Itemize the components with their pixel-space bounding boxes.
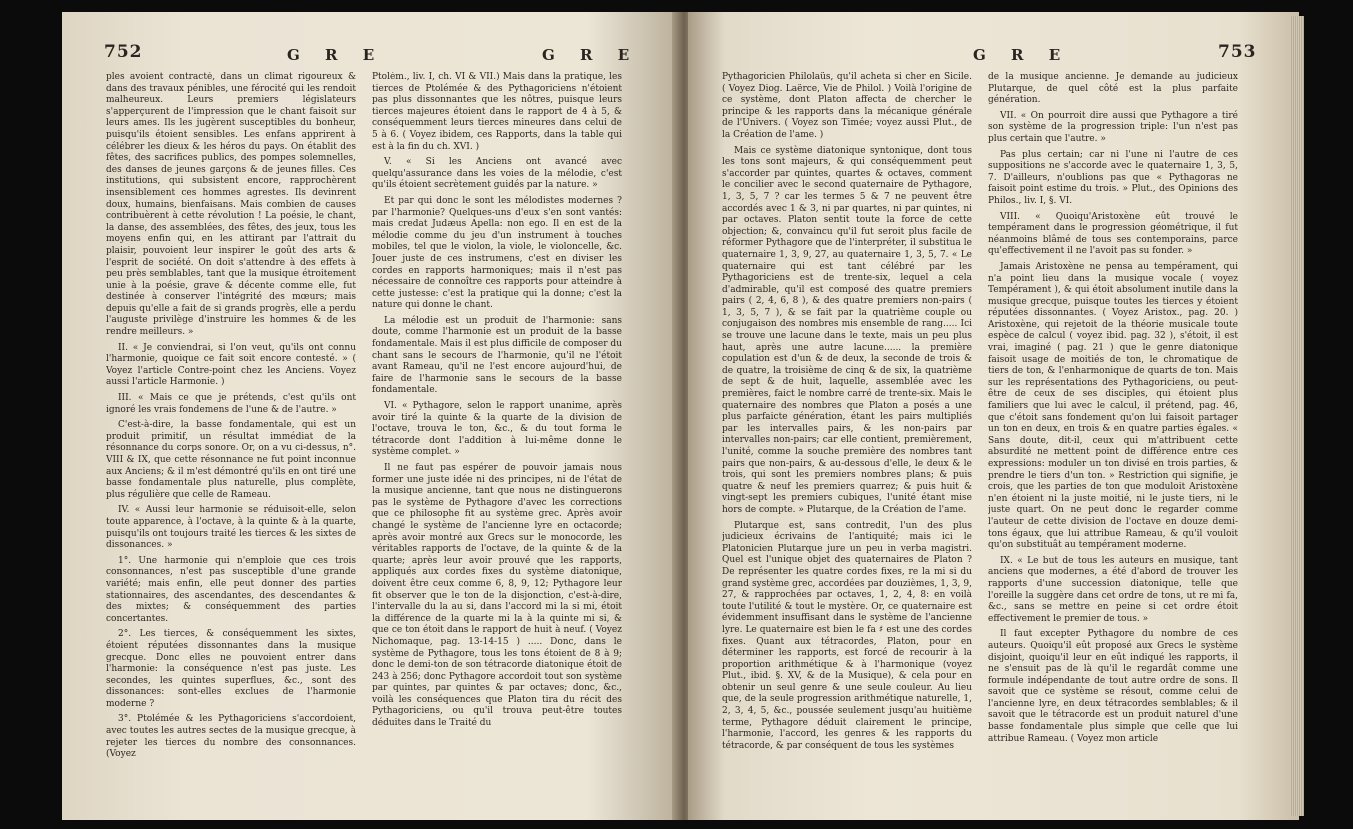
paragraph: III. « Mais ce que je prétends, c'est qu'ils ont ignoré les vrais fondemens de l'une & de l'autre. » <box>106 393 356 415</box>
left-page <box>62 12 680 820</box>
left-column-1 <box>106 72 356 806</box>
paragraph: Il faut excepter Pythagore du nombre de ces auteurs. Quoiqu'il eût proposé aux Grecs le système disjoint, quoiqu'il leur en eût indiqué les rapports, il ne s'ensuit pas de là qu'il le regardât comme une formule indépendante de tout autre ordre de sons. Il savoit que ce système se résout, comme celui de l'ancienne lyre, en deux tétracordes semblables; & il savoit que le tétracorde est un produit naturel d'une basse fondamentale plus simple que celle que lui attribue Rameau. ( Voyez mon article <box>988 629 1238 744</box>
left-running-head-2: G R E <box>542 46 640 64</box>
paragraph: Pas plus certain; car ni l'une ni l'autre de ces suppositions ne s'accorde avec le quaternaire 1, 3, 5, 7. D'ailleurs, n'oublions pas que « Pythagoras ne faisoit point estime du trois. » Plut., des Opinions des Philos., liv. I, §. VI. <box>988 149 1238 206</box>
paragraph: VIII. « Quoiqu'Aristoxène eût trouvé le tempérament dans le progression géométrique, il fut néanmoins blâmé de tous ses contemporains, parce qu'effectivement il ne l'avoit pas su fonder. » <box>988 211 1238 257</box>
paragraph: II. « Je conviendrai, si l'on veut, qu'ils ont connu l'harmonie, quoique ce fait soit encore contesté. » ( Voyez l'article Contre-point chez les Anciens. Voyez aussi l'article Harmonie. ) <box>106 342 356 388</box>
page-fore-edge <box>1290 16 1304 816</box>
paragraph: 3°. Ptolémée & les Pythagoriciens s'accordoient, avec toutes les autres sectes de la musique grecque, à rejeter les tierces du nombre des consonnances. (Voyez <box>106 714 356 760</box>
paragraph: C'est-à-dire, la basse fondamentale, qui est un produit primitif, un résultat immédiat de la résonnance du corps sonore. Or, on a vu ci-dessus, n°. VIII & IX, que cette résonnance ne fut point inconnue aux Anciens; & il m'est démontré qu'ils en ont tiré une basse fondamentale plus naturelle, plus complète, plus régulière que celle de Rameau. <box>106 420 356 500</box>
paragraph: La mélodie est un produit de l'harmonie: sans doute, comme l'harmonie est un produit de la basse fondamentale. Mais il est plus difficile de composer du chant sans le secours de l'harmonie, qu'il ne l'étoit avant Rameau, qu'il ne l'est encore aujourd'hui, de faire de l'harmonie sans le secours de la basse fondamentale. <box>372 315 622 396</box>
paragraph: IV. « Aussi leur harmonie se réduisoit-elle, selon toute apparence, à l'octave, à la quinte & à la quarte, puisqu'ils ont toujours traité les tierces & les sixtes de dissonances. » <box>106 505 356 551</box>
paragraph: VII. « On pourroit dire aussi que Pythagore a tiré son système de la progression triple: l'un n'est pas plus certain que l'autre. » <box>988 110 1238 144</box>
paragraph: 1°. Une harmonie qui n'emploie que ces trois consonnances, n'est pas susceptible d'une grande variété; mais enfin, elle peut donner des parties stationnaires, des ascendantes, des descendantes & des mixtes; & conséquemment des parties concertantes. <box>106 555 356 624</box>
right-running-head: G R E <box>973 46 1071 64</box>
paragraph: Et par qui donc le sont les mélodistes modernes ? par l'harmonie? Quelques-uns d'eux s'en sont vantés: mais credat Judæus Apella: non ego. Il en est de la mélodie comme du jeu d'un instrument à touches mobiles, tel que le violon, la viole, le violoncelle, &c. Jouer juste de ces instrumens, c'est en diviser les cordes en rapports harmoniques; mais il n'est pas nécessaire de connoître ces rapports pour atteindre à cette justesse: c'est la pratique qui la donne; c'est la nature qui donne le chant. <box>372 195 622 311</box>
paragraph: Jamais Aristoxène ne pensa au tempérament, qui n'a point lieu dans la musique vocale ( voyez Tempérament ), & qui étoit absolument inutile dans la musique grecque, puisque toutes les tierces y étoient réputées dissonnantes. ( Voyez Aristox., pag. 20. ) Aristoxène, qui rejetoit de la théorie musicale toute espèce de calcul ( voyez ibid. pag. 32 ), s'étoit, il est vrai, imaginé ( pag. 21 ) que le genre diatonique faisoit usage de moitiés de ton, le chromatique de tiers de ton, & l'enharmonique de quarts de ton. Mais sur les représentations des Pythagoriciens, ou peut-être de ceux de ses disciples, qui étoient plus familiers que lui avec le calcul, il prétend, pag. 46, que c'étoit sans fondement qu'on lui faisoit partager un ton en deux, en trois & en quatre parties égales. « Sans doute, dit-il, ceux qui m'attribuent cette absurdité ne mettent point de différence entre ces expressions: moduler un ton divisé en trois parties, & prendre le tiers d'un ton. » Restriction qui signifie, je crois, que les parties de ton que moduloit Aristoxène n'en étoient ni la juste moitié, ni le juste tiers, ni le juste quart. On ne peut donc le regarder comme l'auteur de cette division de l'octave en douze demi-tons égaux, que lui attribue Rameau, & qu'il vouloit qu'on substituât au tempérament moderne. <box>988 261 1238 551</box>
right-page <box>688 12 1299 820</box>
left-page-number: 752 <box>104 42 143 62</box>
book-spread <box>62 12 1299 820</box>
paragraph: Mais ce système diatonique syntonique, dont tous les tons sont majeurs, & qui conséquemment peut s'accorder par quintes, quartes & octaves, comment le concilier avec le second quaternaire de Pythagore, 1, 3, 5, 7 ? car les termes 5 & 7 ne peuvent être accordés avec 1 & 3, ni par quartes, ni par quintes, ni par octaves. Platon sentit toute la force de cette objection; &, convaincu qu'il fut seroit plus facile de réformer Pythagore que de l'interpréter, il substitua le quaternaire 1, 3, 9, 27, au quaternaire 1, 3, 5, 7. « Le quaternaire qui est tant célébré par les Pythagoriciens est de trente-six, lequel a cela d'admirable, qu'il est composé des quatre premiers pairs ( 2, 4, 6, 8 ), & des quatre premiers non-pairs ( 1, 3, 5, 7 ), & se fait par la quatrième couple ou conjugaison des nombres mis ensemble de rang..... Ici se trouve une lacune dans le texte, mais un peu plus haut, après une autre lacune...... la première copulation est d'un & de deux, la seconde de trois & de quatre, la troisième de cinq & de six, la quatrième de sept & de huit, laquelle, assemblée avec les premières, faict le nombre carré de trente-six. Mais le quaternaire des nombres que Platon a posés a une plus parfaicte génération, étant les pairs multipliés par les intervalles pairs, & les non-pairs par intervalles non-pairs; car elle contient, premièrement, l'unité, comme la souche première des nombres tant pairs que non-pairs, & au-dessous d'elle, le deux & le trois, qui sont les premiers nombres plans; & puis quatre & neuf les premiers quarrez; & puis huit & vingt-sept les premiers cubiques, l'unité étant mise hors de compte. » Plutarque, de la Création de l'ame. <box>722 145 972 515</box>
paragraph: Pythagoricien Philolaüs, qu'il acheta si cher en Sicile. ( Voyez Diog. Laërce, Vie de Philol. ) Voilà l'origine de ce système, dont Platon affecta de chercher le principe & les rapports dans la mécanique générale de l'Univers. ( Voyez son Timée; voyez aussi Plut., de la Création de l'ame. ) <box>722 72 972 140</box>
paragraph: de la musique ancienne. Je demande au judicieux Plutarque, de quel côté est la plus parfaite génération. <box>988 72 1238 106</box>
right-column-2 <box>988 72 1238 806</box>
paragraph: 2°. Les tierces, & conséquemment les sixtes, étoient réputées dissonnantes dans la musique grecque. Donc elles ne pouvoient entrer dans l'harmonie: la conséquence n'est pas juste. Les secondes, les quintes superflues, &c., sont des dissonances: sont-elles exclues de l'harmonie moderne ? <box>106 629 356 709</box>
paragraph: V. « Si les Anciens ont avancé avec quelqu'assurance dans les voies de la mélodie, c'est qu'ils étoient secrètement guidés par la nature. » <box>372 157 622 191</box>
paragraph: VI. « Pythagore, selon le rapport unanime, après avoir tiré la quinte & la quarte de la division de l'octave, trouva le ton, &c., & du tout forma le tétracorde dont l'addition à lui-même donne le système complet. » <box>372 401 622 458</box>
paragraph: Plutarque est, sans contredit, l'un des plus judicieux écrivains de l'antiquité; mais ici le Platonicien Plutarque jure un peu in verba magistri. Quel est l'unique objet des quaternaires de Platon ? De représenter les quatre cordes fixes, re la mi si du grand système grec, accordées par douzièmes, 1, 3, 9, 27, & rapprochées par octaves, 1, 2, 4, 8: en voilà toute l'utilité & tout le mystère. Or, ce quaternaire est évidemment insuffisant dans le système de l'ancienne lyre. Le quaternaire est bien le fa ♯ est une des cordes fixes. Quant aux tétracordes, Platon, pour en déterminer les rapports, est forcé de recourir à la proportion arithmétique & à l'harmonique (voyez Plut., ibid. §. XV, & de la Musique), & cela pour en obtenir un seul genre & une seule couleur. Au lieu que, de la seule progression arithmétique naturelle, 1, 2, 3, 4, 5, &c., poussée seulement jusqu'au huitième terme, Pythagore déduit clairement le principe, l'harmonie, l'accord, les genres & les rapports du tétracorde, & par conséquent de tous les systèmes <box>722 520 972 751</box>
paragraph: Ptolém., liv. I, ch. VI & VII.) Mais dans la pratique, les tierces de Ptolémée & des Pythagoriciens n'étoient pas plus dissonnantes que les nôtres, puisque leurs tierces majeures étoient dans le rapport de 4 à 5, & conséquemment leurs tierces mineures dans celui de 5 à 6. ( Voyez ibidem, ces Rapports, dans la table qui est à la fin du ch. XVI. ) <box>372 72 622 152</box>
left-running-head-1: G R E <box>287 46 385 64</box>
left-column-2 <box>372 72 622 806</box>
right-page-number: 753 <box>1218 42 1257 62</box>
paragraph: IX. « Le but de tous les auteurs en musique, tant anciens que modernes, a été d'abord de trouver les rapports d'une succession diatonique, telle que l'oreille la suggère dans cet ordre de tons, ut re mi fa, &c., sans se mettre en peine si cet ordre étoit effectivement le premier de tous. » <box>988 555 1238 624</box>
paragraph: ples avoient contracté, dans un climat rigoureux & dans des travaux pénibles, une férocité qui les rendoit malheureux. Leurs premiers législateurs s'apperçurent de l'impression que le chant faisoit sur leurs ames. Ils les jugèrent susceptibles du bonheur, puisqu'ils étoient sensibles. Les enfans apprirent à célébrer les dieux & les héros du pays. On établit des fêtes, des sacrifices publics, des pompes solemnelles, des danses de jeunes garçons & de jeunes filles. Ces institutions, qui subsistent encore, rapprochèrent insensiblement ces hommes agrestes. Ils devinrent doux, humains, bienfaisans. Mais combien de causes contribuèrent à cette révolution ! La poésie, le chant, la danse, des assemblées, des fêtes, des jeux, tous les moyens enfin qui, en les attirant par l'attrait du plaisir, pouvoient leur inspirer le goût des arts & l'esprit de société. On doit s'attendre à des effets à peu près semblables, tant que la musique étroitement unie à la poésie, grave & décente comme elle, fut destinée à conserver l'intégrité des mœurs; mais depuis qu'elle a fait de si grands progrès, elle a perdu l'auguste privilège d'instruire les hommes & de les rendre meilleurs. » <box>106 72 356 338</box>
right-column-1 <box>722 72 972 806</box>
paragraph: Il ne faut pas espérer de pouvoir jamais nous former une juste idée ni des principes, ni de l'état de la musique ancienne, tant que nous ne distinguerons pas le système de Pythagore d'avec les corrections que ce philosophe fit au système grec. Après avoir changé le système de l'ancienne lyre en octacorde; après avoir montré aux Grecs sur le monocorde, les véritables rapports de l'octave, de la quinte & de la quarte; après leur avoir prouvé que les rapports, appliqués aux cordes fixes du système diatonique, doivent être ceux comme 6, 8, 9, 12; Pythagore leur fit observer que le ton de la disjonction, c'est-à-dire, l'intervalle du la au si, dans l'accord mi la si mi, étoit la différence de la quarte mi la à la quinte mi si, & que ce ton étoit dans le rapport de huit à neuf. ( Voyez Nichomaque, pag. 13-14-15 ) ..... Donc, dans le système de Pythagore, tous les tons étoient de 8 à 9; donc le demi-ton de son tétracorde diatonique étoit de 243 à 256; donc Pythagore accordoit tout son système par quintes, par quintes & par octaves; donc, &c., voilà les conséquences que Platon tira du récit des Pythagoriciens, ou qu'il trouva peut-être toutes déduites dans le Traité du <box>372 463 622 729</box>
